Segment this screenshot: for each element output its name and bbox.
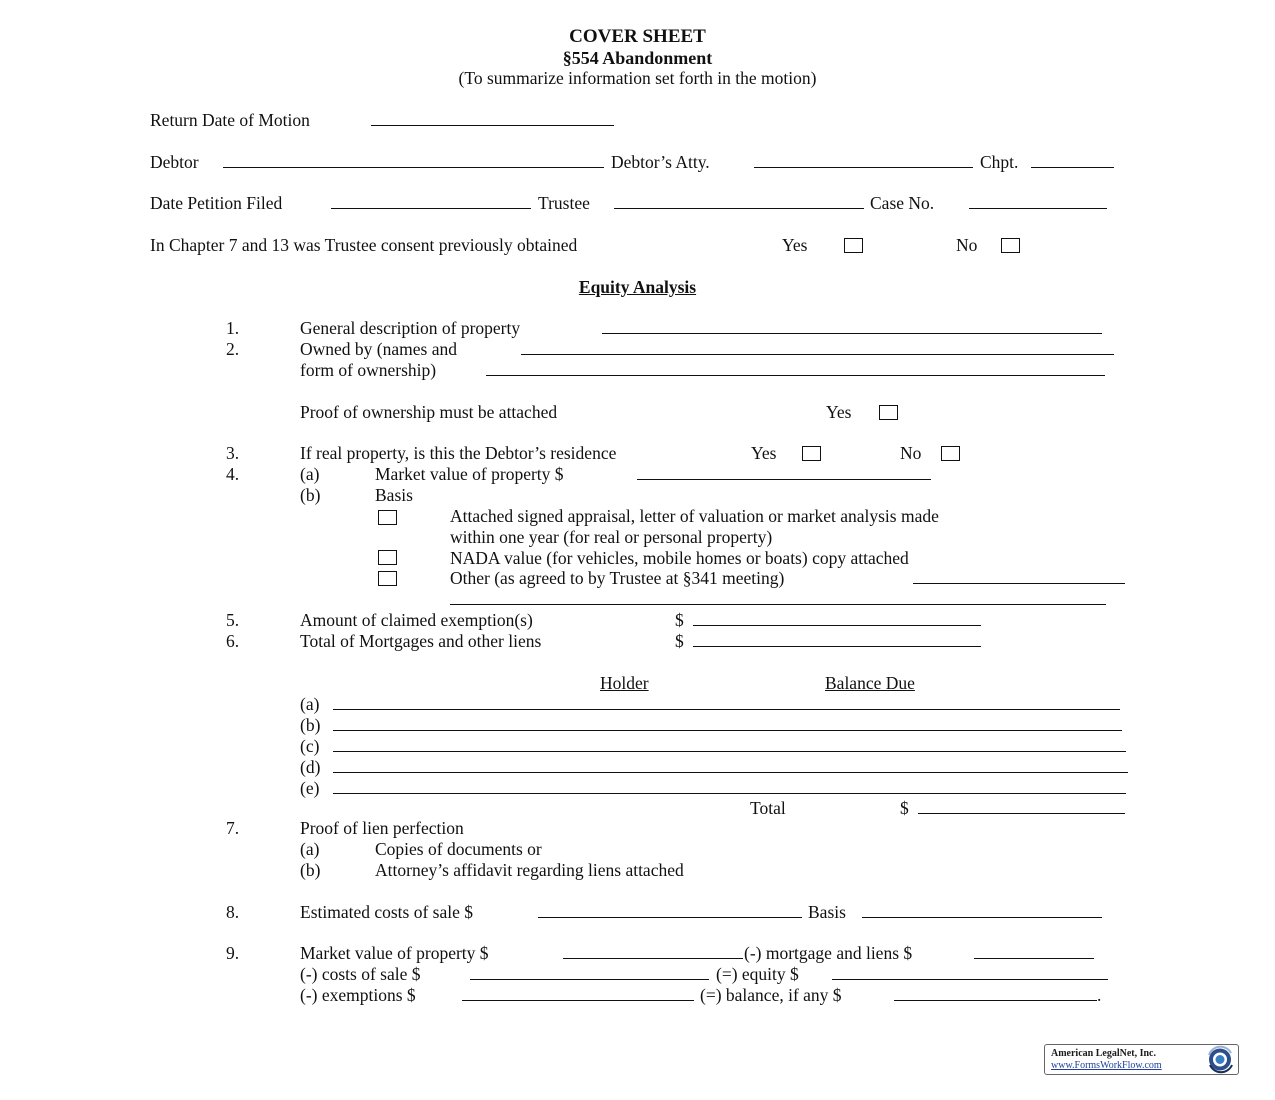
proof-ownership-label: Proof of ownership must be attached [300, 402, 558, 422]
calc-market-value-field[interactable] [563, 958, 743, 959]
consent-no-label: No [956, 235, 978, 255]
calc-mortgage-field[interactable] [974, 958, 1094, 959]
estimated-costs-label: Estimated costs of sale $ [300, 902, 474, 922]
market-value-field[interactable] [637, 479, 931, 480]
lien-row-label: (c) [300, 736, 320, 756]
item-number-4: 4. [226, 464, 240, 484]
calc-period: . [1097, 985, 1102, 1005]
total-label: Total [750, 798, 786, 818]
item-number-5: 5. [226, 610, 240, 630]
debtor-label: Debtor [150, 152, 199, 172]
item-number-6: 6. [226, 631, 240, 651]
trustee-field[interactable] [614, 208, 864, 209]
proof-yes-label: Yes [826, 402, 852, 422]
claimed-exemptions-field[interactable] [693, 625, 981, 626]
calc-costs-field[interactable] [470, 979, 709, 980]
other-field[interactable] [913, 583, 1125, 584]
total-dollar: $ [900, 798, 909, 818]
item-number-7: 7. [226, 818, 240, 838]
total-mortgages-field[interactable] [693, 646, 981, 647]
balance-due-heading: Balance Due [825, 673, 915, 693]
lien-row-label: (e) [300, 778, 320, 798]
nada-option: NADA value (for vehicles, mobile homes or boats) copy attached [450, 548, 909, 568]
general-description-label: General description of property [300, 318, 521, 338]
other-checkbox[interactable] [378, 571, 397, 586]
attorney-affidavit-label: Attorney’s affidavit regarding liens attached [375, 860, 684, 880]
footer-url-link[interactable]: www.FormsWorkFlow.com [1051, 1060, 1162, 1071]
copies-of-documents-label: Copies of documents or [375, 839, 542, 859]
return-date-field[interactable] [371, 125, 614, 126]
holder-heading: Holder [600, 673, 649, 693]
page-note: (To summarize information set forth in the motion) [458, 68, 817, 88]
costs-basis-label: Basis [808, 902, 846, 922]
calc-mortgage-label: (-) mortgage and liens $ [744, 943, 913, 963]
other-field-continued[interactable] [450, 604, 1106, 605]
item-number-9: 9. [226, 943, 240, 963]
chpt-field[interactable] [1031, 167, 1114, 168]
calc-market-value-label: Market value of property $ [300, 943, 489, 963]
residence-question: If real property, is this the Debtor’s residence [300, 443, 617, 463]
total-field[interactable] [918, 813, 1125, 814]
residence-no-label: No [900, 443, 922, 463]
sub-a-label: (a) [300, 464, 320, 484]
consent-yes-checkbox[interactable] [844, 238, 863, 253]
item-number-1: 1. [226, 318, 240, 338]
appraisal-checkbox[interactable] [378, 510, 397, 525]
appraisal-option-line2: within one year (for real or personal property) [450, 527, 773, 547]
page-title: COVER SHEET [569, 26, 706, 47]
proof-yes-checkbox[interactable] [879, 405, 898, 420]
globe-icon [1201, 1045, 1237, 1074]
debtor-field[interactable] [223, 167, 604, 168]
lien-row-field[interactable] [333, 793, 1126, 794]
item-number-2: 2. [226, 339, 240, 359]
market-value-label: Market value of property $ [375, 464, 564, 484]
calc-balance-field[interactable] [894, 1000, 1097, 1001]
total-mortgages-label: Total of Mortgages and other liens [300, 631, 542, 651]
calc-exemptions-label: (-) exemptions $ [300, 985, 416, 1005]
lien-row-label: (b) [300, 715, 321, 735]
other-option: Other (as agreed to by Trustee at §341 meeting) [450, 568, 785, 588]
calc-costs-label: (-) costs of sale $ [300, 964, 421, 984]
lien-row-field[interactable] [333, 772, 1128, 773]
debtors-atty-label: Debtor’s Atty. [611, 152, 710, 172]
residence-no-checkbox[interactable] [941, 446, 960, 461]
case-no-field[interactable] [969, 208, 1107, 209]
owned-by-field[interactable] [521, 354, 1114, 355]
lien-row-field[interactable] [333, 751, 1126, 752]
form-of-ownership-field[interactable] [486, 375, 1105, 376]
debtors-atty-field[interactable] [754, 167, 973, 168]
calc-equity-label: (=) equity $ [716, 964, 799, 984]
total-mortgages-dollar: $ [675, 631, 684, 651]
date-petition-filed-label: Date Petition Filed [150, 193, 283, 213]
chpt-label: Chpt. [980, 152, 1019, 172]
appraisal-option-line1: Attached signed appraisal, letter of valuation or market analysis made [450, 506, 939, 526]
trustee-label: Trustee [538, 193, 590, 213]
sub-a-label: (a) [300, 839, 320, 859]
date-petition-filed-field[interactable] [331, 208, 531, 209]
footer-company: American LegalNet, Inc. [1051, 1048, 1156, 1059]
consent-no-checkbox[interactable] [1001, 238, 1020, 253]
footer-logo [1044, 1044, 1239, 1075]
lien-row-label: (a) [300, 694, 320, 714]
basis-label: Basis [375, 485, 413, 505]
consent-question: In Chapter 7 and 13 was Trustee consent previously obtained [150, 235, 578, 255]
page-subtitle: §554 Abandonment [562, 48, 713, 68]
claimed-exemptions-dollar: $ [675, 610, 684, 630]
lien-perfection-label: Proof of lien perfection [300, 818, 464, 838]
calc-balance-label: (=) balance, if any $ [700, 985, 842, 1005]
lien-row-field[interactable] [333, 730, 1122, 731]
form-of-ownership-label: form of ownership) [300, 360, 437, 380]
general-description-field[interactable] [602, 333, 1102, 334]
item-number-3: 3. [226, 443, 240, 463]
sub-b-label: (b) [300, 860, 321, 880]
sub-b-label: (b) [300, 485, 321, 505]
estimated-costs-field[interactable] [538, 917, 802, 918]
calc-exemptions-field[interactable] [462, 1000, 694, 1001]
consent-yes-label: Yes [782, 235, 808, 255]
lien-row-field[interactable] [333, 709, 1120, 710]
case-no-label: Case No. [870, 193, 935, 213]
residence-yes-label: Yes [751, 443, 777, 463]
calc-equity-field[interactable] [832, 979, 1108, 980]
costs-basis-field[interactable] [862, 917, 1102, 918]
lien-row-label: (d) [300, 757, 321, 777]
nada-checkbox[interactable] [378, 550, 397, 565]
residence-yes-checkbox[interactable] [802, 446, 821, 461]
claimed-exemptions-label: Amount of claimed exemption(s) [300, 610, 533, 630]
item-number-8: 8. [226, 902, 240, 922]
return-date-label: Return Date of Motion [150, 110, 310, 130]
owned-by-label: Owned by (names and [300, 339, 457, 359]
equity-analysis-heading: Equity Analysis [578, 277, 697, 297]
